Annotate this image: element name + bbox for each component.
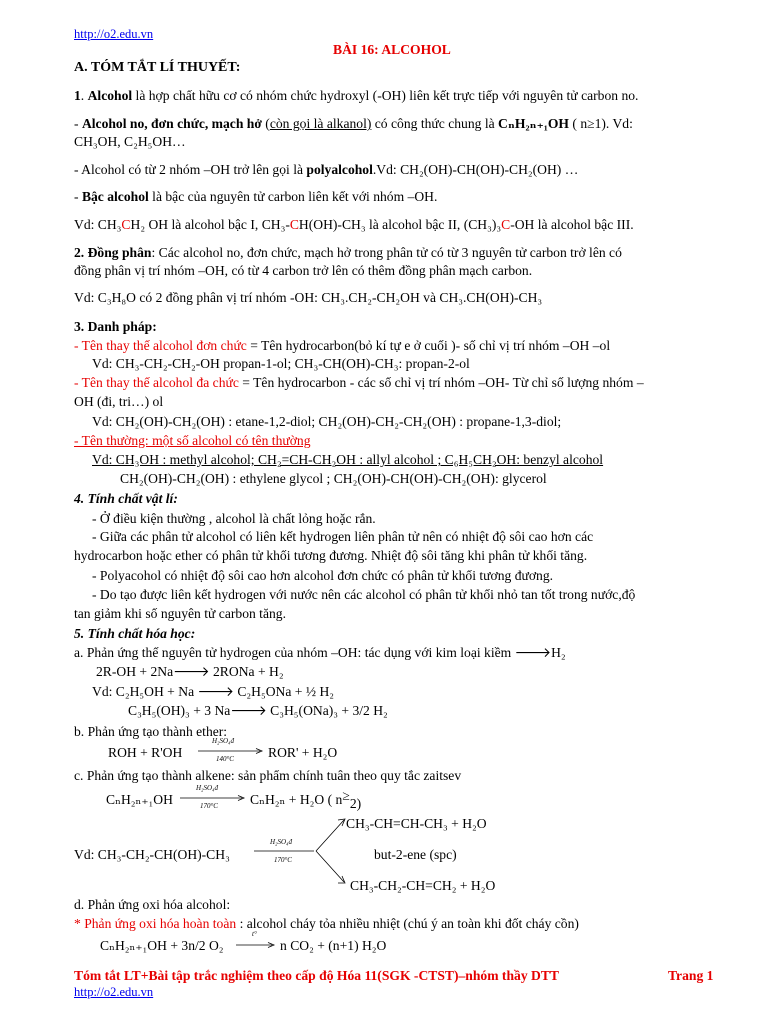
s3a-text: = Tên hydrocarbon(bỏ kí tự e ở cuối )- số chỉ vị trí nhóm –OH –ol	[246, 338, 611, 353]
s5c-vd-bot: CH₃-CH₂-CH=CH₂ + H₂O	[350, 878, 496, 893]
s1-num: 1	[74, 88, 81, 103]
s5a-vd2-right: C₃H₅(ONa)₃ + 3/2 H₂	[266, 703, 388, 718]
s1-text: là hợp chất hữu cơ có nhóm chức hydroxyl (-OH) liên kết trực tiếp với nguyên tử carbon no.	[132, 88, 639, 103]
s5d-heading: d. Phản ứng oxi hóa alcohol:	[74, 897, 231, 912]
s1f-p1: Vd: CH₃	[74, 217, 122, 232]
s1e-term: Bậc alcohol	[81, 189, 149, 204]
s1-term: Alcohol	[87, 88, 133, 103]
s3c-vd: Vd: CH₃OH : methyl alcohol; CH₂=CH-CH₂OH : allyl alcohol ; C₆H₅CH₂OH: benzyl alcohol	[92, 452, 604, 467]
s5a-h2: H₂	[551, 645, 566, 660]
footer-page: Trang 1	[668, 968, 714, 983]
s2-line2: đồng phân vị trí nhóm –OH, có từ 4 carbon trở lên có thêm đồng phân mạch carbon.	[74, 263, 533, 278]
s5c-vd-left: Vd: CH₃-CH₂-CH(OH)-CH₃	[74, 847, 230, 862]
header-link[interactable]: http://o2.edu.vn	[74, 27, 154, 41]
s4a: - Ở điều kiện thường , alcohol là chất lỏng hoặc rắn.	[92, 511, 376, 526]
s1d-term: polyalcohol	[306, 162, 373, 177]
s3b-line	[74, 375, 644, 391]
s5c-heading: c. Phản ứng tạo thành alkene: sản phẩm chính tuân theo quy tắc zaitsev	[74, 768, 462, 783]
s4d: - Do tạo được liên kết hydrogen với nước nên các alcohol có phân tử khối nhỏ tan tốt trong nước,độ	[92, 587, 636, 602]
s5d-a-text: : alcohol cháy tỏa nhiều nhiệt (chú ý an toàn khi đốt cháy cồn)	[236, 916, 579, 931]
s5b-cond2: 140°C	[216, 755, 234, 763]
s5c-right-end: 2)	[349, 796, 362, 811]
s1-line: 1. Alcohol là hợp chất hữu cơ có nhóm chức hydroxyl (-OH) liên kết trực tiếp với nguyên tử carbon no.	[74, 88, 639, 103]
s5c-vd-top: CH₃-CH=CH-CH₃ + H₂O	[346, 816, 487, 831]
s1b-mid: (	[261, 116, 270, 131]
s1e-pre: -	[74, 189, 82, 204]
s1f-p2: H₂ OH là alcohol bậc I, CH₃-	[130, 217, 290, 232]
s4b2: hydrocarbon hoặc ether có phân tử khối tương đương. Nhiệt độ sôi tăng khi phân tử khối tăng.	[74, 548, 588, 563]
s5d-eq-cond: t°	[252, 930, 257, 938]
s5-heading: 5. Tính chất hóa học:	[74, 626, 196, 641]
s2-line1	[74, 245, 622, 261]
s1e-line	[74, 189, 437, 205]
s1b-line	[74, 116, 633, 132]
s5a-vd1	[92, 684, 334, 700]
s5b-heading: b. Phản ứng tạo thành ether:	[74, 724, 228, 739]
s1d-post: .Vd: CH₂(OH)-CH(OH)-CH₂(OH) …	[372, 162, 579, 177]
s3b-line2: OH (đi, tri…) ol	[74, 394, 164, 409]
s5c-cond1: H₂SO₄đ	[196, 784, 218, 792]
s5d-a-line	[74, 916, 579, 932]
s4-heading: 4. Tính chất vật lí:	[74, 491, 178, 506]
page-title: BÀI 16: ALCOHOL	[333, 42, 451, 57]
s5c-vd-mid: but-2-ene (spc)	[374, 847, 457, 862]
s2-l1: : Các alcohol no, đơn chức, mạch hở trong phân tử có từ 3 nguyên tử carbon trở lên có	[151, 245, 622, 260]
reaction-arrow-icon	[236, 942, 276, 948]
s3c-line: - Tên thường: một số alcohol có tên thường	[74, 433, 311, 448]
right-arrow-icon: 🡒	[230, 703, 267, 718]
s5c-right-main: CₙH₂ₙ + H₂O ( n	[250, 792, 343, 807]
s1f-r1: C	[121, 217, 131, 232]
s3c-vd2: CH₂(OH)-CH₂(OH) : ethylene glycol ; CH₂(OH)-CH(OH)-CH₂(OH): glycerol	[120, 471, 547, 486]
s5c-vd-cond1: H₂SO₄đ	[270, 838, 292, 846]
s1d-pre: - Alcohol có từ 2 nhóm –OH trở lên gọi là	[74, 162, 307, 177]
s5a-r1	[96, 664, 284, 680]
s1b-formula: CₙH₂ₙ₊₁OH	[498, 116, 570, 131]
branch-arrow-icon	[254, 812, 350, 888]
s1f-r2: C	[289, 217, 299, 232]
s5c-right	[250, 788, 362, 811]
s5d-a-red: * Phản ứng oxi hóa hoàn toàn	[74, 916, 237, 931]
s1b-term: Alcohol no, đơn chức, mạch hở	[81, 116, 262, 131]
s1b-pre: -	[74, 116, 82, 131]
s5c-cond2: 170°C	[200, 802, 218, 810]
s5d-eq-left: CₙH₂ₙ₊₁OH + 3n/2 O₂	[100, 938, 224, 953]
s1b-post: có công thức chung là	[371, 116, 499, 131]
s1b-under: còn gọi là alkanol)	[269, 116, 372, 131]
s5a-text: a. Phản ứng thế nguyên tử hydrogen của nhóm –OH: tác dụng với kim loại kiềm	[74, 645, 515, 660]
s5a-line	[74, 645, 566, 661]
footer-text: Tóm tắt LT+Bài tập trắc nghiệm theo cấp độ Hóa 11(SGK -CTST)–nhóm thầy DTT	[74, 968, 559, 983]
s5a-vd1-right: C₂H₅ONa + ½ H₂	[233, 684, 335, 699]
s1f-p3: H(OH)-CH₃ là alcohol bậc II, (CH₃)₃	[298, 217, 502, 232]
s5a-vd1-left: Vd: C₂H₅OH + Na	[92, 684, 198, 699]
section-a-heading: A. TÓM TẮT LÍ THUYẾT:	[74, 60, 241, 75]
s3a-red: - Tên thay thế alcohol đơn chức	[74, 338, 247, 353]
s4b: - Giữa các phân tử alcohol có liên kết hydrogen liên phân tử nên có nhiệt độ sôi cao hơn các	[92, 529, 594, 544]
s3b-vd: Vd: CH₂(OH)-CH₂(OH) : etane-1,2-diol; CH₂(OH)-CH₂-CH₂(OH) : propane-1,3-diol;	[92, 414, 562, 429]
s5c-vd-cond2: 170°C	[274, 856, 292, 864]
s4d2: tan giảm khi số nguyên tử carbon tăng.	[74, 606, 286, 621]
s5b-cond1: H₂SO₄đ	[212, 737, 234, 745]
right-arrow-icon: 🡒	[514, 645, 552, 660]
s5c-left: CₙH₂ₙ₊₁OH	[106, 792, 173, 807]
right-arrow-icon: 🡒	[197, 684, 234, 699]
s1f-r3: C	[501, 217, 511, 232]
s5a-r1-right: 2RONa + H₂	[209, 664, 284, 679]
s5c-right-geq: ≥	[342, 788, 350, 803]
reaction-arrow-icon	[180, 795, 246, 801]
s2-term: 2. Đồng phân	[74, 245, 152, 260]
s3b-text: = Tên hydrocarbon - các số chỉ vị trí nhóm –OH- Từ chỉ số lượng nhóm –	[238, 375, 644, 390]
s1f-line	[74, 217, 634, 233]
right-arrow-icon: 🡒	[173, 664, 210, 679]
s2-vd: Vd: C₃H₈O có 2 đồng phân vị trí nhóm -OH: CH₃.CH₂-CH₂OH và CH₃.CH(OH)-CH₃	[74, 290, 543, 305]
s1e-post: là bậc của nguyên tử carbon liên kết với nhóm –OH.	[148, 189, 438, 204]
s5b-right: ROR' + H₂O	[268, 745, 338, 760]
footer-link[interactable]: http://o2.edu.vn	[74, 985, 154, 999]
s5b-left: ROH + R'OH	[108, 745, 183, 760]
s1f-p4: -OH là alcohol bậc III.	[510, 217, 634, 232]
s5a-vd2	[128, 703, 388, 719]
s5a-r1-left: 2R-OH + 2Na	[96, 664, 174, 679]
s5d-eq-right: n CO₂ + (n+1) H₂O	[280, 938, 387, 953]
s3a-line	[74, 338, 610, 354]
s1b-tail: ( n≥1). Vd:	[569, 116, 633, 131]
s4c: - Polyacohol có nhiệt độ sôi cao hơn alcohol đơn chức có phân tử khối tương đương.	[92, 568, 554, 583]
s3-heading: 3. Danh pháp:	[74, 319, 157, 334]
s1c-line: CH₃OH, C₂H₅OH…	[74, 134, 186, 149]
s5a-vd2-left: C₃H₅(OH)₃ + 3 Na	[128, 703, 231, 718]
s1d-line	[74, 162, 578, 178]
reaction-arrow-icon	[198, 748, 264, 754]
s3a-vd: Vd: CH₃-CH₂-CH₂-OH propan-1-ol; CH₃-CH(OH)-CH₃: propan-2-ol	[92, 356, 470, 371]
s3b-red: - Tên thay thế alcohol đa chức	[74, 375, 239, 390]
